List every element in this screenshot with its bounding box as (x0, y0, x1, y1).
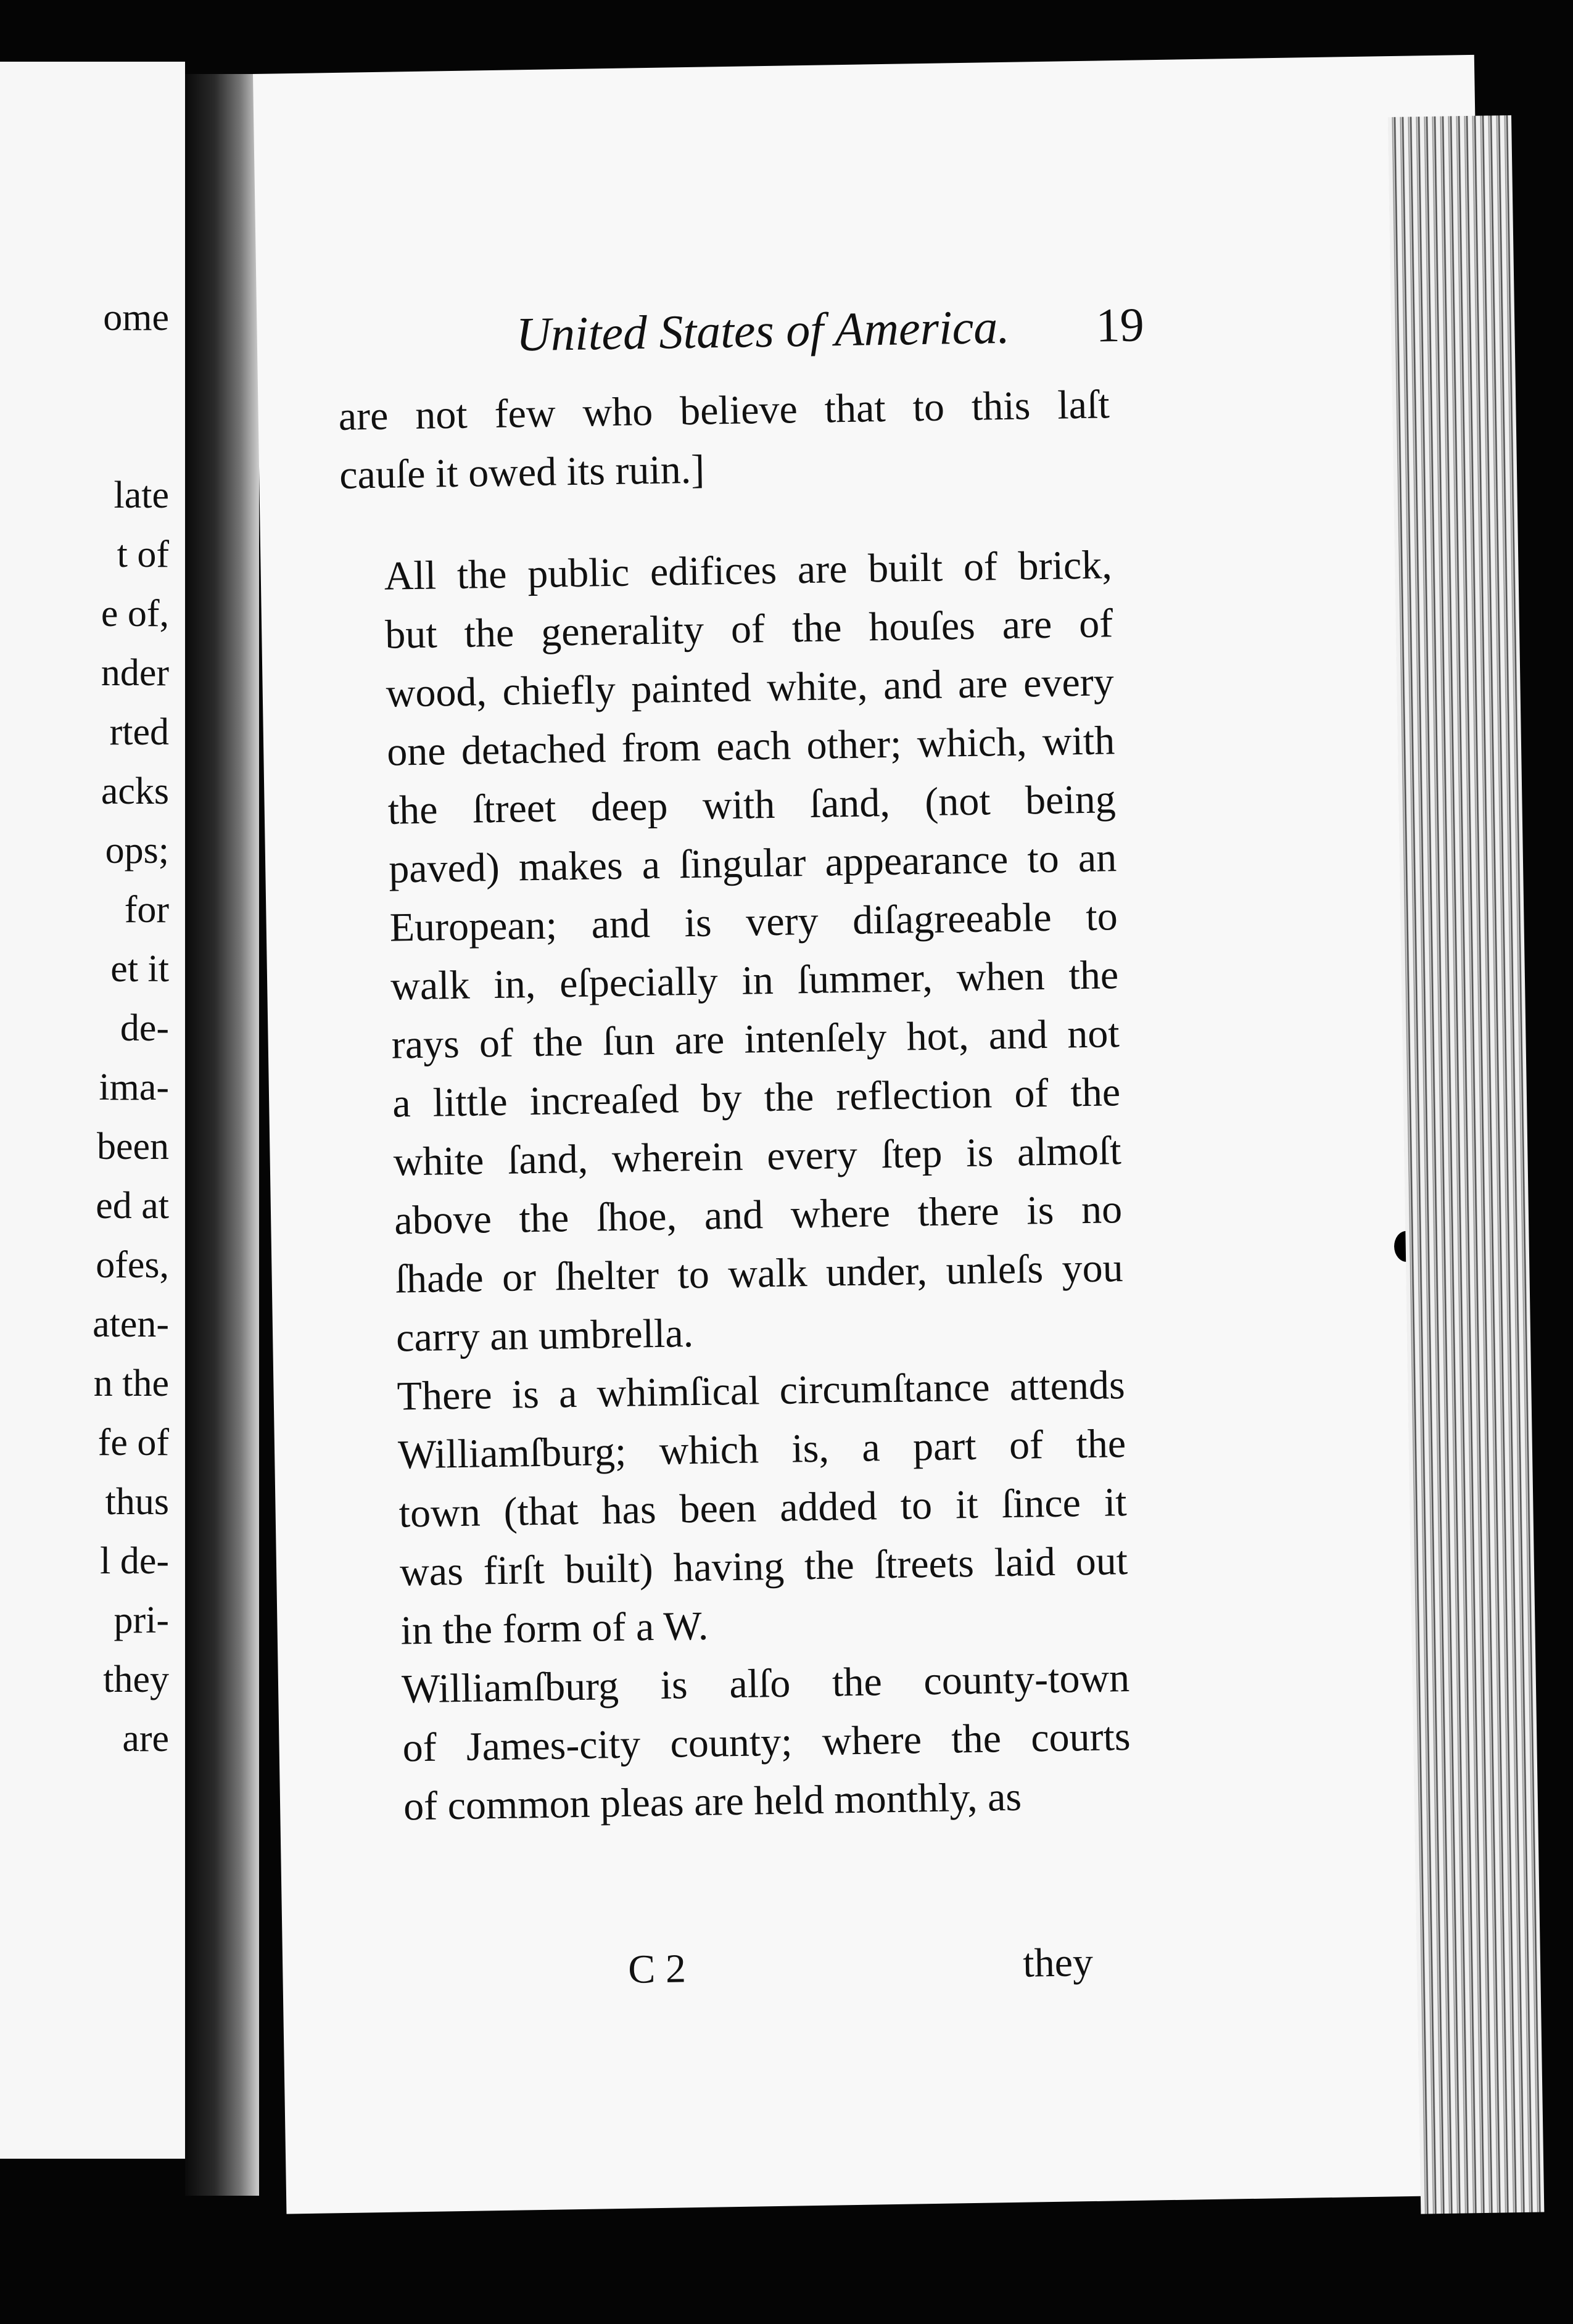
text-line: paved) makes a ſingular appearance to an (388, 835, 1117, 892)
book-gutter (185, 74, 259, 2196)
running-head: United States of America. (515, 299, 1010, 361)
text-line: All the public edifices are built of brick, (384, 542, 1113, 599)
text-line: There is a whimſical circumſtance attends (397, 1362, 1126, 1419)
paragraph-county-town (358, 1649, 1131, 1837)
left-page-fragment: ome (103, 297, 169, 339)
text-line: but the generality of the houſes are of (384, 601, 1113, 657)
left-page (0, 62, 185, 2159)
left-page-fragment: n the (93, 1362, 169, 1404)
text-line: the ſtreet deep with ſand, (not being (387, 777, 1117, 833)
left-page-fragment: ofes, (96, 1244, 169, 1286)
left-page-fragment: de- (120, 1007, 169, 1049)
left-page-fragment: acks (101, 770, 169, 812)
text-line: a little increaſed by the reflection of the (392, 1069, 1121, 1126)
catchword: they (1022, 1939, 1094, 1986)
text-line: of James-city county; where the courts (402, 1713, 1131, 1771)
text-line: Williamſburg is alſo the county-town (401, 1655, 1130, 1712)
text-line: was firſt built) having the ſtreets laid out (399, 1538, 1128, 1595)
left-page-fragment: t of (117, 534, 169, 575)
left-page-fragment: are (122, 1718, 169, 1760)
paragraph-whimsical (353, 1356, 1129, 1661)
left-page-fragment: ima- (99, 1066, 169, 1108)
text-line: in the form of a W. (400, 1603, 709, 1654)
text-line: wood, chiefly painted white, and are every (386, 659, 1115, 716)
text-line: carry an umbrella. (395, 1311, 694, 1361)
text-line: Williamſburg; which is, a part of the (397, 1421, 1126, 1478)
left-page-fragment: et it (110, 948, 169, 990)
text-line: one detached from each other; which, with (386, 718, 1115, 775)
text-line: of common pleas are held monthly, as (403, 1774, 1022, 1829)
text-line: are not few who believe that to this laſt (338, 382, 1110, 439)
left-page-fragment: been (96, 1126, 169, 1168)
left-page-fragment: ops; (105, 830, 169, 872)
left-page-fragment: l de- (100, 1540, 169, 1582)
left-page-fragment: fe of (97, 1422, 169, 1464)
left-page-fragment: thus (105, 1481, 169, 1523)
signature-mark: C 2 (627, 1946, 687, 1992)
left-page-fragment: they (103, 1659, 169, 1700)
paragraph-edifices (341, 535, 1125, 1367)
text-line: European; and is very diſagreeable to (389, 894, 1118, 950)
left-page-fragment: rted (109, 711, 169, 753)
text-line: above the ſhoe, and where there is no (394, 1187, 1123, 1243)
page-number: 19 (1095, 297, 1145, 352)
left-page-fragment: aten- (93, 1303, 169, 1345)
text-line: cauſe it owed its ruin.] (339, 447, 705, 498)
text-line: walk in, eſpecially in ſummer, when the (390, 952, 1119, 1009)
left-page-fragment: nder (101, 652, 169, 694)
left-page-fragment: ed at (96, 1185, 169, 1227)
left-page-fragment: for (124, 889, 169, 931)
text-line: ſhade or ſhelter to walk under, unleſs you (395, 1245, 1124, 1302)
left-page-fragment: pri- (114, 1599, 169, 1641)
text-line: rays of the ſun are intenſely hot, and not (391, 1011, 1120, 1068)
paragraph-continued (338, 375, 1111, 505)
left-page-fragment: late (114, 474, 169, 516)
text-line: white ſand, wherein every ſtep is almoſt (393, 1128, 1122, 1185)
body-text (338, 375, 1132, 1836)
left-page-fragment: e of, (101, 593, 169, 635)
right-page (253, 55, 1508, 2214)
text-line: town (that has been added to it ſince it (398, 1480, 1128, 1536)
